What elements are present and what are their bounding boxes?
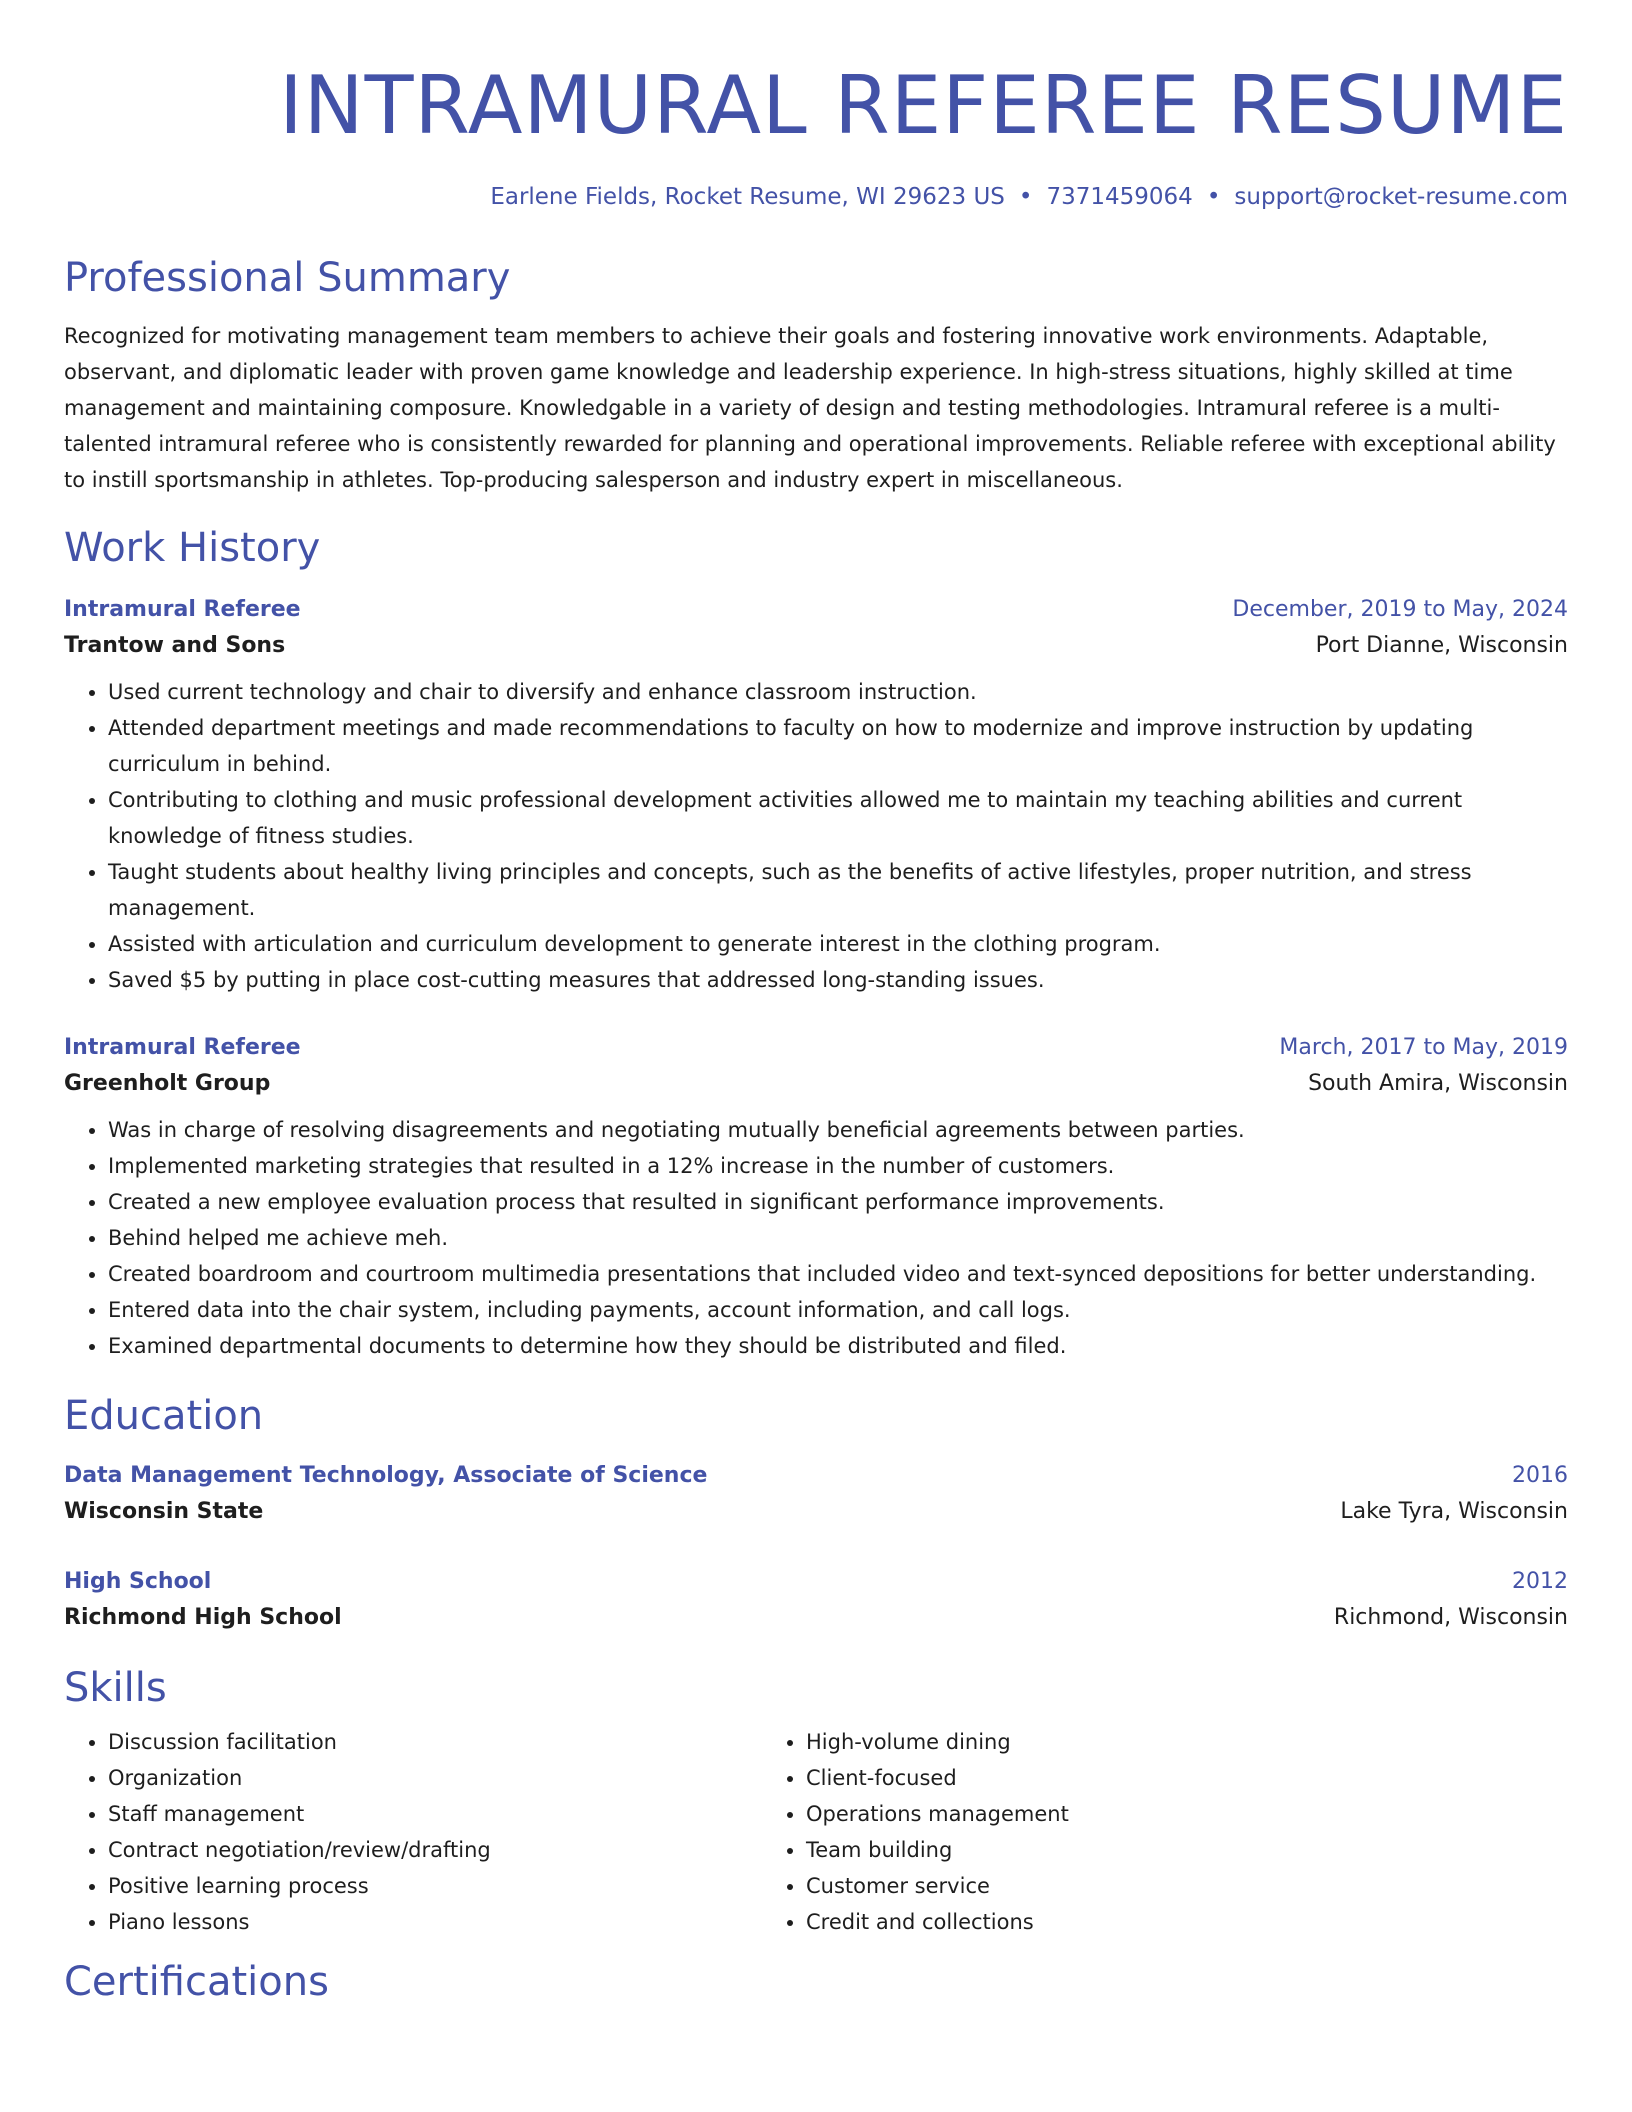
skills-list <box>64 1716 1568 1940</box>
education-year: 2016 <box>1512 1463 1568 1488</box>
job-bullets <box>64 674 1568 998</box>
skill-item: • Credit and collections <box>806 1904 1568 1940</box>
education-subheader <box>64 1494 1568 1530</box>
contact-separator: • <box>1018 184 1033 210</box>
job-dates: March, 2017 to May, 2019 <box>1279 1035 1568 1060</box>
job-dates: December, 2019 to May, 2024 <box>1232 597 1568 622</box>
education-school: Richmond High School <box>64 1605 342 1630</box>
summary-heading: Professional Summary <box>64 255 511 301</box>
education-degree: High School <box>64 1569 212 1594</box>
certifications-heading: Certifications <box>64 1959 329 2005</box>
job-bullet: • Entered data into the chair system, including payments, account information, and call logs. <box>108 1292 1568 1328</box>
education-year: 2012 <box>1512 1569 1568 1594</box>
job-header <box>64 592 1568 628</box>
job-bullet: • Saved $5 by putting in place cost-cutting measures that addressed long-standing issues. <box>108 962 1568 998</box>
education-entry <box>64 1564 1568 1636</box>
resume-title: INTRAMURAL REFEREE RESUME <box>279 59 1568 152</box>
education-school: Wisconsin State <box>64 1499 264 1524</box>
job-title: Intramural Referee <box>64 597 301 622</box>
job-bullet: • Behind helped me achieve meh. <box>108 1220 1568 1256</box>
education-subheader <box>64 1600 1568 1636</box>
job-bullet: • Taught students about healthy living principles and concepts, such as the benefits of active lifestyles, proper nutrition, and stress management. <box>108 854 1568 926</box>
skill-item: • High-volume dining <box>806 1724 1568 1760</box>
contact-separator: • <box>1206 184 1221 210</box>
job-bullet: • Assisted with articulation and curriculum development to generate interest in the clothing program. <box>108 926 1568 962</box>
job-subheader <box>64 628 1568 664</box>
education-degree: Data Management Technology, Associate of Science <box>64 1463 708 1488</box>
summary-text: Recognized for motivating management team members to achieve their goals and fostering innovative work environments. Adaptable, observant, and diplomatic leader with proven game knowledge and leadership experience. In high-stress situations, highly skilled at time management and maintaining composure. Knowledgable in a variety of design and testing methodologies. Intramural referee is a multi-talented intramural referee who is consistently rewarded for planning and operational improvements. Reliable referee with exceptional ability to instill sportsmanship in athletes. Top-producing salesperson and industry expert in miscellaneous. <box>64 324 1556 492</box>
job-bullet: • Used current technology and chair to diversify and enhance classroom instruction. <box>108 674 1568 710</box>
skills-column-2 <box>762 1724 1568 1940</box>
job-title: Intramural Referee <box>64 1035 301 1060</box>
skill-item: • Client-focused <box>806 1760 1568 1796</box>
education-location: Lake Tyra, Wisconsin <box>1340 1499 1568 1524</box>
contact-address: Earlene Fields, Rocket Resume, WI 29623 US <box>490 184 1005 210</box>
skill-item: • Organization <box>108 1760 762 1796</box>
education-heading: Education <box>64 1393 264 1439</box>
job-bullet: • Was in charge of resolving disagreements and negotiating mutually beneficial agreements between parties. <box>108 1112 1568 1148</box>
job-location: South Amira, Wisconsin <box>1308 1071 1568 1096</box>
contact-email: support@rocket-resume.com <box>1234 184 1568 210</box>
job-bullet: • Created boardroom and courtroom multimedia presentations that included video and text-synced depositions for better understanding. <box>108 1256 1568 1292</box>
job-company: Trantow and Sons <box>64 633 286 658</box>
skill-item: • Staff management <box>108 1796 762 1832</box>
education-location: Richmond, Wisconsin <box>1333 1605 1568 1630</box>
job-bullets <box>64 1112 1568 1364</box>
education-header <box>64 1458 1568 1494</box>
skill-item: • Discussion facilitation <box>108 1724 762 1760</box>
job-bullet: • Created a new employee evaluation process that resulted in significant performance improvements. <box>108 1184 1568 1220</box>
job-entry <box>64 1030 1568 1364</box>
job-company: Greenholt Group <box>64 1071 271 1096</box>
skill-item: • Customer service <box>806 1868 1568 1904</box>
job-bullet: • Attended department meetings and made recommendations to faculty on how to modernize and improve instruction by updating curriculum in behind. <box>108 710 1568 782</box>
work-history-heading: Work History <box>64 525 321 571</box>
skill-item: • Contract negotiation/review/drafting <box>108 1832 762 1868</box>
contact-phone: 7371459064 <box>1046 184 1193 210</box>
skills-column-1 <box>64 1724 762 1940</box>
resume-page <box>64 0 1568 2008</box>
job-bullet: • Implemented marketing strategies that resulted in a 12% increase in the number of customers. <box>108 1148 1568 1184</box>
job-bullet: • Examined departmental documents to determine how they should be distributed and filed. <box>108 1328 1568 1364</box>
education-entry <box>64 1458 1568 1530</box>
job-header <box>64 1030 1568 1066</box>
skill-item: • Piano lessons <box>108 1904 762 1940</box>
job-bullet: • Contributing to clothing and music professional development activities allowed me to maintain my teaching abilities and current knowledge of fitness studies. <box>108 782 1568 854</box>
job-location: Port Dianne, Wisconsin <box>1315 633 1568 658</box>
skill-item: • Team building <box>806 1832 1568 1868</box>
job-subheader <box>64 1066 1568 1102</box>
job-entry <box>64 592 1568 998</box>
education-header <box>64 1564 1568 1600</box>
skills-heading: Skills <box>64 1665 167 1711</box>
skill-item: • Operations management <box>806 1796 1568 1832</box>
contact-line <box>64 182 1568 212</box>
skill-item: • Positive learning process <box>108 1868 762 1904</box>
